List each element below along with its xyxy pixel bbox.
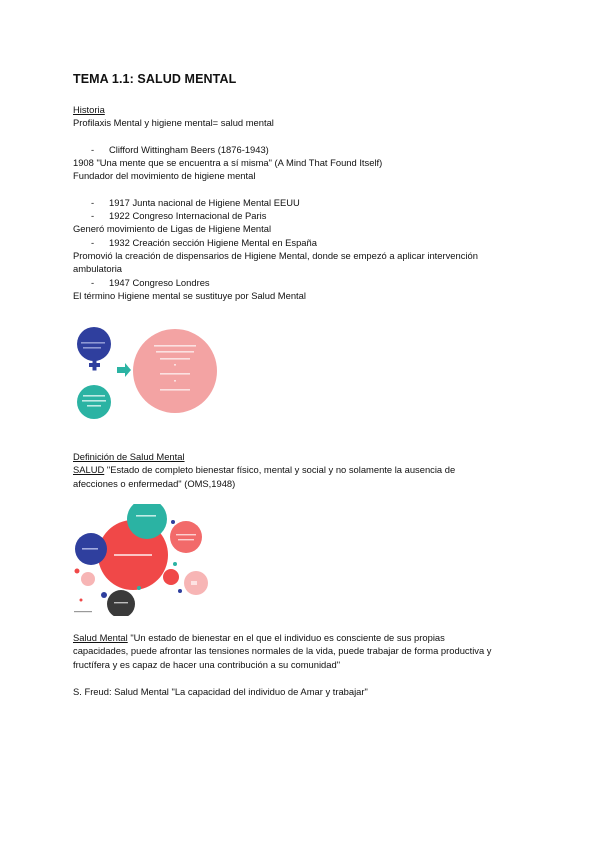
tiny-red-dot bbox=[75, 569, 80, 574]
historia-line-7: El término Higiene mental se sustituye por Salud Mental bbox=[73, 290, 306, 301]
bullet-1922: 1922 Congreso Internacional de Paris bbox=[109, 210, 267, 221]
teal-circle-text-placeholder bbox=[83, 395, 105, 397]
historia-heading: Historia bbox=[73, 104, 105, 115]
salud-label: SALUD bbox=[73, 464, 105, 475]
teal-circle-text-placeholder bbox=[82, 400, 106, 402]
tiny-blue-dot bbox=[178, 589, 182, 593]
blue-circle-text-placeholder bbox=[81, 342, 105, 344]
dark-circle-text-placeholder bbox=[114, 602, 128, 603]
historia-line-6: ambulatoria bbox=[73, 263, 122, 274]
definicion-heading: Definición de Salud Mental bbox=[73, 451, 185, 462]
small-pink-circle bbox=[81, 572, 95, 586]
teal-circle-text-placeholder bbox=[87, 405, 101, 407]
small-red-circle bbox=[163, 569, 179, 585]
lightpink-circle-text-placeholder bbox=[191, 581, 197, 585]
historia-line-1: Profilaxis Mental y higiene mental= salud mental bbox=[73, 117, 274, 128]
tiny-teal-dot bbox=[173, 562, 177, 566]
salud-definition-line-1 bbox=[73, 464, 455, 476]
salud-mental-label: Salud Mental bbox=[73, 632, 128, 643]
salud-mental-bubble-diagram bbox=[72, 504, 208, 616]
bullet-dash: - bbox=[91, 144, 95, 155]
blue-circle-text-placeholder bbox=[82, 548, 98, 550]
historia-line-3: Fundador del movimiento de higiene mental bbox=[73, 170, 256, 181]
bullet-dash: - bbox=[91, 277, 95, 288]
caption-placeholder bbox=[74, 611, 92, 612]
historia-line-4: Generó movimiento de Ligas de Higiene Mental bbox=[73, 223, 272, 234]
red-circle-text-placeholder bbox=[114, 554, 152, 556]
salud-mental-definition-line-2: capacidades, puede afrontar las tensiones normales de la vida, puede trabajar de forma productiva y bbox=[73, 645, 492, 656]
arrow-right-icon bbox=[117, 363, 131, 377]
salud-definition-line-2: afecciones o enfermedad" (OMS,1948) bbox=[73, 478, 236, 489]
salud-mental-definition-line-1 bbox=[73, 632, 445, 644]
salud-mental-definition-line-3: fructífera y es capaz de hacer una contribución a su comunidad" bbox=[73, 659, 341, 670]
teal-circle bbox=[77, 385, 111, 419]
blue-circle bbox=[77, 327, 111, 361]
historia-line-2: 1908 "Una mente que se encuentra a sí misma" (A Mind That Found Itself) bbox=[73, 157, 383, 168]
coral-circle-text-placeholder bbox=[178, 539, 194, 540]
coral-circle-text-placeholder bbox=[176, 534, 196, 535]
tiny-teal-dot bbox=[137, 586, 141, 590]
bullet-1932: 1932 Creación sección Higiene Mental en España bbox=[109, 237, 317, 248]
tiny-blue-dot bbox=[101, 592, 107, 598]
bullet-beers: Clifford Wittingham Beers (1876-1943) bbox=[109, 144, 269, 155]
bullet-dash: - bbox=[91, 237, 95, 248]
historia-line-5: Promovió la creación de dispensarios de Higiene Mental, donde se empezó a aplicar intervención bbox=[73, 250, 478, 261]
pink-circle bbox=[133, 329, 217, 413]
tiny-red-dot bbox=[80, 599, 83, 602]
bullet-1947: 1947 Congreso Londres bbox=[109, 277, 210, 288]
blue-circle-text-placeholder bbox=[83, 347, 101, 349]
bullet-1917: 1917 Junta nacional de Higiene Mental EEUU bbox=[109, 197, 300, 208]
plus-icon bbox=[89, 360, 100, 371]
bullet-dash: - bbox=[91, 210, 95, 221]
tiny-blue-dot bbox=[171, 520, 175, 524]
salud-mental-text: "Un estado de bienestar en el que el individuo es consciente de sus propias bbox=[127, 632, 445, 643]
salud-text: "Estado de completo bienestar físico, mental y social y no solamente la ausencia de bbox=[104, 464, 456, 475]
page-title: TEMA 1.1: SALUD MENTAL bbox=[73, 72, 237, 86]
salud-mental-diagram bbox=[74, 323, 224, 423]
freud-quote: S. Freud: Salud Mental "La capacidad del individuo de Amar y trabajar" bbox=[73, 686, 368, 697]
coral-circle bbox=[170, 521, 202, 553]
teal-circle-text-placeholder bbox=[136, 515, 156, 517]
bullet-dash: - bbox=[91, 197, 95, 208]
